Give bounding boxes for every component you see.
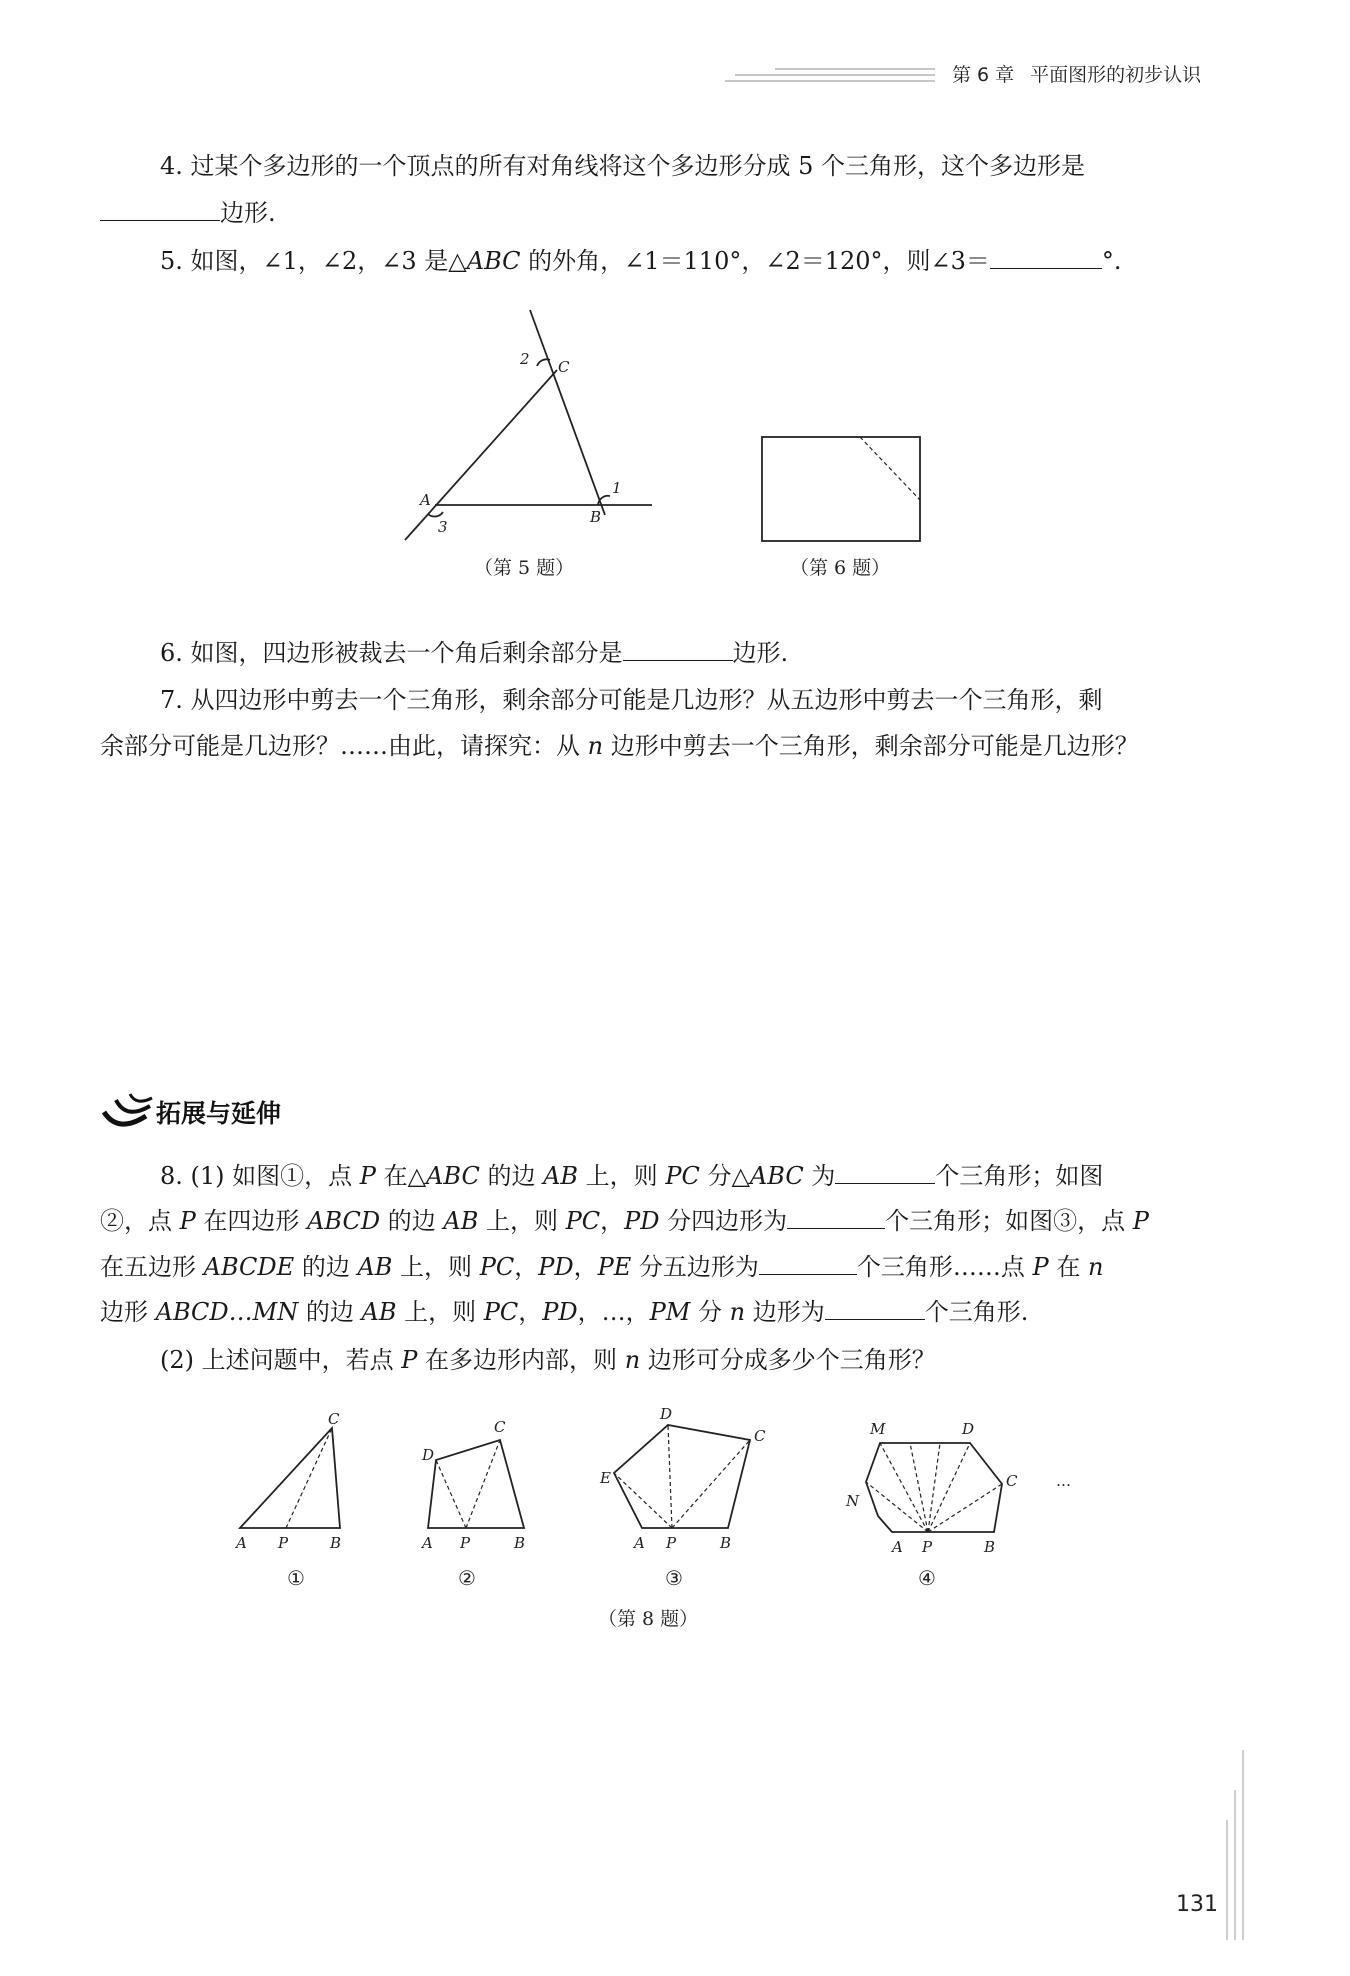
label-A: A — [634, 1534, 645, 1552]
txt: 在五边形 — [100, 1253, 204, 1281]
label-N: N — [846, 1492, 860, 1510]
figure-number-2: ② — [458, 1566, 476, 1590]
label-P: P — [460, 1534, 471, 1552]
figure-8-1-triangle — [230, 1410, 360, 1550]
q7-line1: 7. 从四边形中剪去一个三角形，剩余部分可能是几边形？从五边形中剪去一个三角形，剩 — [160, 686, 1103, 714]
q7-line2 — [100, 728, 1139, 764]
label-A: A — [422, 1534, 433, 1552]
segment-PC — [928, 1484, 1002, 1532]
answer-blank[interactable] — [787, 1200, 885, 1229]
q4-line1: 4. 过某个多边形的一个顶点的所有对角线将这个多边形分成 5 个三角形，这个多边形是 — [160, 152, 1086, 180]
section-title: 拓展与延伸 — [156, 1099, 282, 1128]
q8-line4 — [100, 1291, 1028, 1330]
q6-line — [160, 632, 788, 671]
figure-8-caption: （第 8 题） — [598, 1608, 699, 1630]
answer-blank[interactable] — [825, 1291, 925, 1320]
page-number: 131 — [1176, 1892, 1218, 1917]
var: AB — [443, 1207, 479, 1235]
section-swirl-icon — [98, 1090, 158, 1130]
label-C: C — [494, 1418, 506, 1436]
var: P — [1132, 1207, 1149, 1235]
answer-blank[interactable] — [990, 240, 1102, 269]
txt: ， — [514, 1253, 539, 1281]
answer-blank[interactable] — [100, 192, 220, 221]
label-A: A — [420, 491, 431, 509]
segment-PD — [436, 1460, 466, 1528]
angle-1-arc — [598, 496, 610, 505]
txt: 边形为 — [745, 1298, 825, 1326]
txt: 个三角形. — [924, 1298, 1029, 1326]
segment-PD — [668, 1425, 672, 1528]
q5-text-a: 5. 如图，∠1，∠2，∠3 是△ — [160, 247, 467, 275]
q8-line5 — [160, 1342, 936, 1378]
txt: 的边 — [380, 1207, 444, 1235]
txt: 上，则 — [396, 1298, 484, 1326]
var: AB — [543, 1162, 579, 1190]
var: P — [359, 1162, 376, 1190]
label-P: P — [278, 1534, 289, 1552]
label-M: M — [870, 1420, 886, 1438]
var: AB — [357, 1253, 393, 1281]
margin-decoration-lines — [1226, 1740, 1256, 1940]
label-C: C — [558, 358, 570, 376]
chapter-title: 平面图形的初步认识 — [1030, 64, 1202, 86]
q7-text-b: 边形中剪去一个三角形，剩余部分可能是几边形？ — [603, 732, 1139, 760]
chapter-label: 第 6 章 — [952, 64, 1015, 86]
label-C: C — [328, 1410, 340, 1428]
label-B: B — [330, 1534, 342, 1552]
label-1: 1 — [612, 479, 622, 497]
segment-PM — [880, 1443, 928, 1532]
pentagon-ABCDE — [614, 1425, 750, 1528]
var: P — [1032, 1253, 1049, 1281]
label-B: B — [514, 1534, 526, 1552]
q8-line1 — [160, 1155, 1103, 1194]
txt: 的边 — [294, 1253, 358, 1281]
txt: 在多边形内部，则 — [417, 1346, 625, 1374]
segment-dashed-a — [910, 1443, 928, 1532]
line-CB-extended — [530, 310, 605, 515]
txt: 边形 — [100, 1298, 156, 1326]
var: n — [624, 1346, 641, 1374]
txt: 在四边形 — [195, 1207, 308, 1235]
label-A: A — [236, 1534, 247, 1552]
label-C: C — [754, 1427, 766, 1445]
q5-line — [160, 240, 1122, 279]
answer-blank[interactable] — [623, 632, 733, 661]
figure-number-1: ① — [287, 1566, 305, 1590]
txt: 的边 — [479, 1162, 544, 1190]
txt: ②，点 — [100, 1207, 180, 1235]
var: n — [729, 1298, 746, 1326]
txt: 边形可分成多少个三角形？ — [640, 1346, 936, 1374]
var: ABC — [749, 1162, 804, 1190]
var: n — [1087, 1253, 1104, 1281]
txt: ， — [518, 1298, 543, 1326]
angle-2-arc — [537, 359, 550, 366]
quadrilateral-ABCD — [428, 1440, 524, 1528]
txt: ， — [573, 1253, 598, 1281]
label-B: B — [590, 508, 602, 526]
var: PC — [479, 1253, 515, 1281]
var: PD — [624, 1207, 660, 1235]
q4-line2 — [100, 192, 276, 231]
txt: 在 — [1048, 1253, 1088, 1281]
q6-text-a: 6. 如图，四边形被裁去一个角后剩余部分是 — [160, 639, 623, 667]
figure-6-rectangle — [760, 435, 925, 545]
segment-PE — [614, 1473, 672, 1528]
label-E: E — [600, 1469, 611, 1487]
var: ABCDE — [203, 1253, 295, 1281]
label-3: 3 — [438, 518, 448, 536]
var: PD — [538, 1253, 574, 1281]
header-rule-lines — [735, 60, 935, 90]
txt: 8. (1) 如图①，点 — [160, 1162, 360, 1190]
answer-blank[interactable] — [759, 1246, 857, 1275]
cut-line — [860, 437, 920, 500]
q5-text-d: °. — [1101, 247, 1122, 275]
figure-8-4-polygon — [840, 1410, 1071, 1556]
var: PC — [665, 1162, 700, 1190]
txt: 分△ — [699, 1162, 750, 1190]
label-C: C — [1006, 1472, 1018, 1490]
txt: ，…， — [577, 1298, 650, 1326]
label-2: 2 — [520, 350, 530, 368]
answer-blank[interactable] — [835, 1155, 935, 1184]
var: P — [401, 1346, 418, 1374]
label-P: P — [922, 1538, 933, 1556]
segment-PC — [286, 1428, 332, 1528]
txt: ， — [600, 1207, 625, 1235]
var: ABCD — [307, 1207, 381, 1235]
var: AB — [361, 1298, 397, 1326]
var: PE — [597, 1253, 632, 1281]
var: PM — [649, 1298, 691, 1326]
txt: (2) 上述问题中，若点 — [160, 1346, 402, 1374]
txt: 分 — [690, 1298, 730, 1326]
txt: 分四边形为 — [659, 1207, 788, 1235]
figure-8-3-pentagon — [600, 1405, 780, 1555]
label-D: D — [660, 1405, 673, 1423]
var: ABC — [426, 1162, 480, 1190]
figure-number-3: ③ — [665, 1566, 683, 1590]
txt: 上，则 — [578, 1162, 666, 1190]
figure-5-caption: （第 5 题） — [474, 557, 575, 579]
q5-triangle-name: ABC — [466, 247, 521, 275]
label-D: D — [422, 1446, 435, 1464]
figure-5-triangle — [390, 300, 670, 550]
q7-text-a: 余部分可能是几边形？……由此，请探究：从 — [100, 732, 588, 760]
q8-line3 — [100, 1246, 1103, 1285]
var: ABCD…MN — [155, 1298, 299, 1326]
txt: 上，则 — [392, 1253, 480, 1281]
figure-6-caption: （第 6 题） — [790, 557, 891, 579]
txt: 的边 — [298, 1298, 362, 1326]
txt: 个三角形；如图③，点 — [885, 1207, 1133, 1235]
figure-number-4: ④ — [918, 1566, 936, 1590]
txt: 为 — [803, 1162, 836, 1190]
q8-line2 — [100, 1200, 1149, 1239]
running-header — [952, 60, 1217, 87]
txt: 个三角形……点 — [856, 1253, 1033, 1281]
label-B: B — [984, 1538, 996, 1556]
txt: 个三角形；如图 — [935, 1162, 1104, 1190]
txt: 分五边形为 — [631, 1253, 759, 1281]
ellipsis: … — [1056, 1472, 1071, 1490]
var: P — [179, 1207, 196, 1235]
q4-line2-text: 边形. — [220, 199, 276, 227]
var: PD — [542, 1298, 578, 1326]
var: PC — [483, 1298, 519, 1326]
q6-text-b: 边形. — [732, 639, 789, 667]
q5-text-c: 的外角，∠1＝110°，∠2＝120°，则∠3＝ — [520, 247, 990, 275]
label-D: D — [962, 1420, 975, 1438]
label-A: A — [892, 1538, 903, 1556]
var: PC — [565, 1207, 601, 1235]
var-n: n — [587, 732, 604, 760]
txt: 在△ — [375, 1162, 427, 1190]
label-B: B — [720, 1534, 732, 1552]
segment-PC — [466, 1440, 500, 1528]
txt: 上，则 — [478, 1207, 566, 1235]
rectangle — [762, 437, 920, 541]
label-P: P — [666, 1534, 677, 1552]
figure-8-2-quadrilateral — [418, 1410, 548, 1550]
